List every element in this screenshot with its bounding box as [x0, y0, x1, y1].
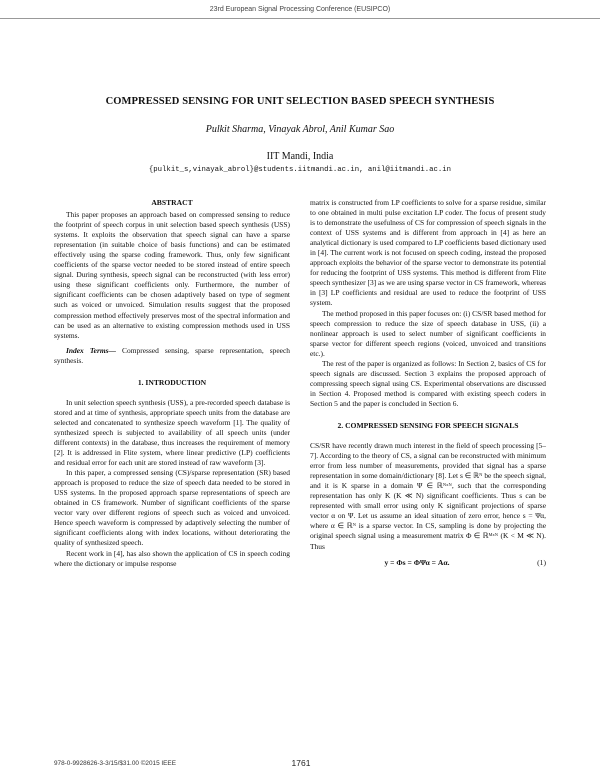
abstract-heading: ABSTRACT	[151, 198, 193, 207]
section-2-paragraph-1: CS/SR have recently drawn much interest in the field of speech processing [5–7]. According to the theory of CS, a signal can be reconstructed with minimum error from less number of measurements, provided that signal has a sparse representation in some domain/dictionary [8]. Let s ∈ ℝᴺ be the speech signal, and it is K sparse in a domain Ψ ∈ ℝᴺˣᴺ, such that the corresponding representation has only K (K ≪ N) significant coefficients. Thus s can be represented with small error using only K significant projections of sparse vector α on Ψ. Let us assume an ideal situation of zero error, hence s = Ψα, where α ∈ ℝᴺ is a sparse vector. In CS, sampling is done by projecting the original speech signal using a measurement matrix Φ ∈ ℝᴹˣᴺ (K < M ≪ N). Thus	[310, 441, 546, 551]
intro-paragraph-2: In this paper, a compressed sensing (CS)/sparse representation (SR) based approach is proposed to reduce the size of speech data needed to be stored in USS systems. In the proposed approach sparse representations of speech are obtained in CS framework. Number of significant coefficients of the sparse vector vary over different regions of speech such as voiced and unvoiced. Hence speech waveform is compressed by adaptively selecting the number of significant coefficients along with index locations, without deteriorating the quality of synthesized speech.	[54, 468, 290, 548]
index-terms	[54, 346, 290, 366]
index-terms-text: Compressed sensing, sparse representation, speech synthesis.	[54, 345, 290, 365]
author-list: Pulkit Sharma, Vinayak Abrol, Anil Kumar Sao	[205, 124, 395, 135]
right-column	[310, 198, 546, 568]
affiliation: IIT Mandi, India	[266, 151, 334, 162]
equation-body: y = Φs = ΦΨα = Aα.	[384, 557, 450, 567]
intro-paragraph-5: The rest of the paper is organized as follows: In Section 2, basics of CS for speech signals are discussed. Section 3 explains the proposed approach of compressing speech signal using CS. Experimental observations are discussed in Section 4. Proposed method is compared with existing speech coders in Section 5 and the paper is concluded in Section 6.	[310, 358, 546, 408]
index-terms-label: Index Terms—	[66, 345, 116, 355]
header-divider	[0, 18, 600, 19]
intro-paragraph-4: The method proposed in this paper focuses on: (i) CS/SR based method for speech compression to reduce the size of speech database in USS, (ii) a nonlinear approach is used to select number of significant coefficients in sparse vector for different speech regions (voiced, unvoiced and transitions etc.).	[310, 308, 546, 358]
equation-number: (1)	[537, 557, 546, 567]
page-number: 1761	[291, 758, 311, 768]
section-1-heading: 1. INTRODUCTION	[137, 377, 207, 387]
conference-header: 23rd European Signal Processing Conference (EUSIPCO)	[209, 6, 391, 13]
intro-paragraph-3: Recent work in [4], has also shown the application of CS in speech coding where the dictionary or impulse response	[54, 548, 290, 568]
section-2-heading: 2. COMPRESSED SENSING FOR SPEECH SIGNALS	[337, 420, 519, 430]
copyright-footer: 978-0-9928626-3-3/15/$31.00 ©2015 IEEE	[54, 760, 176, 767]
author-emails: {pulkit_s,vinayak_abrol}@students.iitmandi.ac.in, anil@iitmandi.ac.in	[148, 166, 452, 174]
left-column	[54, 198, 290, 569]
paper-title: COMPRESSED SENSING FOR UNIT SELECTION BASED SPEECH SYNTHESIS	[105, 96, 495, 107]
abstract-text: This paper proposes an approach based on compressed sensing to reduce the footprint of speech corpus in unit selection based speech synthesis (USS) systems. It exploits the observation that speech signal can have a sparse representation (in suitable choice of basis functions) and can be estimated effectively using the sparse coding framework. Thus, only few significant coefficients of the sparse vector needed to be stored instead of entire speech signal. During synthesis, speech signal can be reconstructed (with less error) using these significant coefficients only. Furthermore, the number of significant coefficients can be chosen adaptively based on type of segment such as voiced or unvoiced. Simulation results suggest that the proposed compression method effectively preserves most of the spectral information and can be used as an alternative to existing compression methods used in USS systems.	[54, 210, 290, 340]
equation-1	[310, 558, 546, 568]
intro-paragraph-1: In unit selection speech synthesis (USS), a pre-recorded speech database is stored and at time of synthesis, appropriate speech units from the database are selected and concatenated to synthesize speech waveform [1]. The quality of synthesized speech is subjected to availability of all speech units (under different contexts) in the database, thus increases the requirement of memory [2]. It is addressed in Flite system, where linear predictive (LP) coefficients and residual error for each unit are stored instead of raw waveform [3].	[54, 397, 290, 468]
intro-paragraph-3-continued: matrix is constructed from LP coefficients to solve for a sparse residue, similar to one obtained in multi pulse excitation LP coder. The focus of present study is to demonstrate the usefulness of CS for compression of speech signals in the context of USS systems and is different from approach in [4] as here an analytical dictionary is used compared to LP coefficients based dictionary used in [4]. The current work is not focused on speech coding, instead the proposed approach exploits the behavior of the sparse vector to demonstrate its potential for reducing the footprint of USS systems. This method is different from Flite speech synthesizer [3] as we are using sparse vector in CS framework, whereas in [3] LP coefficients and residual are used to reduce the footprint of USS system.	[310, 198, 546, 308]
